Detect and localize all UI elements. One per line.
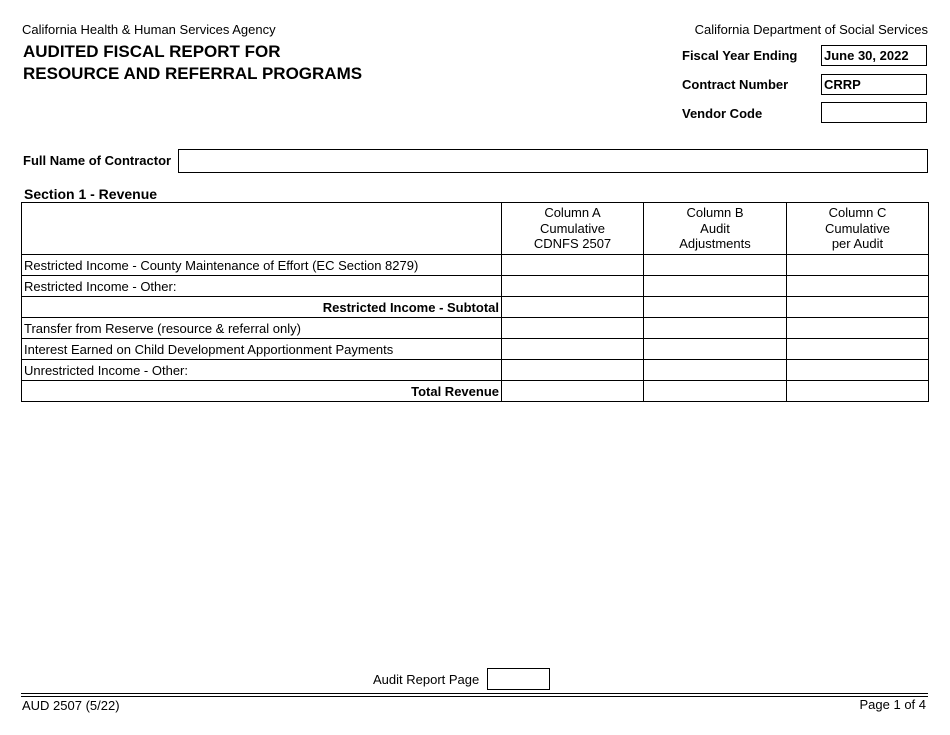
column-b-cell[interactable] bbox=[644, 297, 787, 318]
revenue-table bbox=[21, 202, 929, 402]
column-c-cell[interactable] bbox=[787, 360, 929, 381]
column-a-cell[interactable] bbox=[502, 318, 644, 339]
column-b-cell[interactable] bbox=[644, 381, 787, 402]
column-c-header bbox=[787, 203, 929, 255]
table-row bbox=[22, 297, 929, 318]
column-b-line3: Adjustments bbox=[679, 236, 751, 252]
contract-number-field[interactable]: CRRP bbox=[821, 74, 927, 95]
column-c-cell[interactable] bbox=[787, 339, 929, 360]
fiscal-year-field[interactable]: June 30, 2022 bbox=[821, 45, 927, 66]
row-label: Restricted Income - County Maintenance of Effort (EC Section 8279) bbox=[22, 255, 502, 276]
section-title: Section 1 - Revenue bbox=[24, 186, 158, 202]
table-row bbox=[22, 276, 929, 297]
contract-number-label: Contract Number bbox=[682, 77, 789, 92]
table-row bbox=[22, 339, 929, 360]
row-label: Interest Earned on Child Development Apportionment Payments bbox=[22, 339, 502, 360]
report-title-line1: AUDITED FISCAL REPORT FOR bbox=[23, 42, 281, 61]
column-b-cell[interactable] bbox=[644, 360, 787, 381]
column-a-header bbox=[502, 203, 644, 255]
column-b-cell[interactable] bbox=[644, 255, 787, 276]
footer-divider bbox=[21, 696, 928, 697]
audit-page-field[interactable] bbox=[487, 668, 550, 690]
fiscal-year-label: Fiscal Year Ending bbox=[682, 48, 798, 63]
report-title-line2: RESOURCE AND REFERRAL PROGRAMS bbox=[23, 64, 363, 83]
row-label: Restricted Income - Other: bbox=[22, 276, 502, 297]
row-label: Transfer from Reserve (resource & referral only) bbox=[22, 318, 502, 339]
subtotal-label: Restricted Income - Subtotal bbox=[22, 297, 502, 318]
column-a-cell[interactable] bbox=[502, 255, 644, 276]
column-b-header bbox=[644, 203, 787, 255]
column-a-cell[interactable] bbox=[502, 297, 644, 318]
contractor-name-label: Full Name of Contractor bbox=[23, 153, 172, 168]
column-c-cell[interactable] bbox=[787, 255, 929, 276]
table-row bbox=[22, 255, 929, 276]
contractor-name-field[interactable] bbox=[178, 149, 928, 173]
table-row bbox=[22, 381, 929, 402]
column-a-line3: CDNFS 2507 bbox=[533, 236, 612, 252]
total-label: Total Revenue bbox=[22, 381, 502, 402]
row-label: Unrestricted Income - Other: bbox=[22, 360, 502, 381]
column-c-line2: Cumulative bbox=[824, 220, 891, 236]
department-name: California Department of Social Services bbox=[694, 22, 928, 37]
vendor-code-label: Vendor Code bbox=[682, 106, 763, 121]
footer-divider bbox=[21, 693, 928, 694]
column-b-line2: Audit bbox=[700, 220, 730, 236]
header-blank-cell bbox=[22, 203, 502, 255]
column-a-line1: Column A bbox=[544, 205, 601, 221]
table-row bbox=[22, 360, 929, 381]
column-b-cell[interactable] bbox=[644, 339, 787, 360]
column-c-cell[interactable] bbox=[787, 276, 929, 297]
column-c-cell[interactable] bbox=[787, 297, 929, 318]
column-a-cell[interactable] bbox=[502, 276, 644, 297]
column-c-cell[interactable] bbox=[787, 381, 929, 402]
audit-page-label: Audit Report Page bbox=[373, 672, 480, 687]
column-b-cell[interactable] bbox=[644, 318, 787, 339]
column-a-cell[interactable] bbox=[502, 339, 644, 360]
agency-name: California Health & Human Services Agency bbox=[22, 22, 276, 37]
column-c-line1: Column C bbox=[828, 205, 887, 221]
page-number: Page 1 of 4 bbox=[859, 697, 926, 712]
column-c-cell[interactable] bbox=[787, 318, 929, 339]
form-id: AUD 2507 (5/22) bbox=[22, 698, 120, 713]
column-a-cell[interactable] bbox=[502, 381, 644, 402]
vendor-code-field[interactable] bbox=[821, 102, 927, 123]
report-title bbox=[23, 41, 362, 85]
column-b-cell[interactable] bbox=[644, 276, 787, 297]
column-c-line3: per Audit bbox=[831, 236, 884, 252]
column-b-line1: Column B bbox=[686, 205, 744, 221]
table-header-row bbox=[22, 203, 929, 255]
column-a-line2: Cumulative bbox=[539, 220, 606, 236]
table-row bbox=[22, 318, 929, 339]
column-a-cell[interactable] bbox=[502, 360, 644, 381]
